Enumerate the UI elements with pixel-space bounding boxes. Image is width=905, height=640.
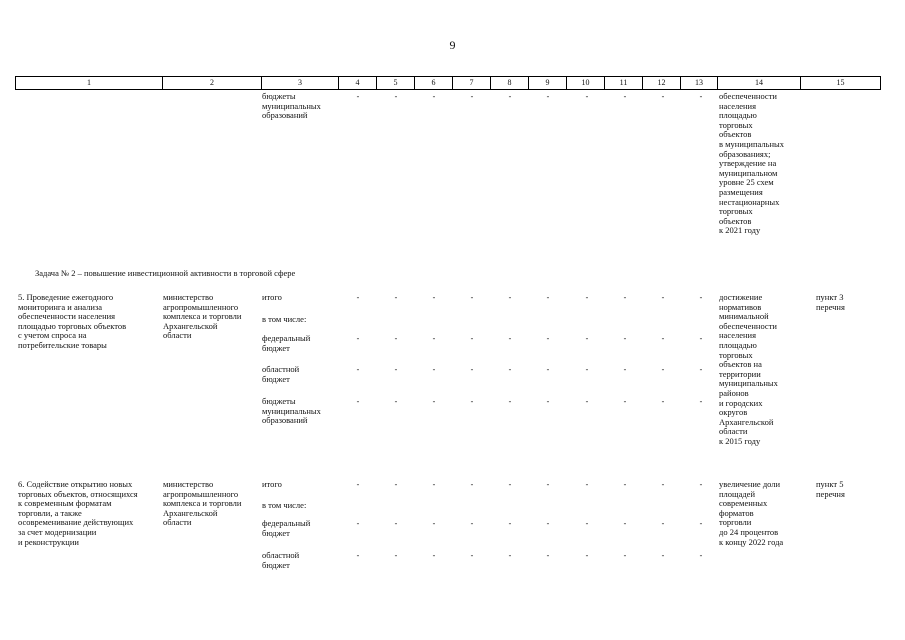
item5-row-municipal: бюджеты муниципальных образований [262,396,321,426]
empty-value-dash: - [470,92,474,101]
empty-value-dash: - [432,480,436,489]
empty-value-dash: - [546,397,550,406]
empty-value-dash: - [356,293,360,302]
empty-value-dash: - [508,519,512,528]
header-col-9: 9 [528,77,566,89]
item5-responsible: министерство агропромышленного комплекса и торговли Архангельской области [163,292,242,341]
empty-value-dash: - [585,397,589,406]
header-col-1: 1 [87,78,91,87]
empty-value-dash: - [661,519,665,528]
empty-value-dash: - [432,293,436,302]
empty-value-dash: - [470,293,474,302]
empty-value-dash: - [432,92,436,101]
empty-value-dash: - [699,551,703,560]
empty-value-dash: - [356,92,360,101]
empty-value-dash: - [699,519,703,528]
empty-value-dash: - [508,293,512,302]
table-header-row [15,76,881,90]
empty-value-dash: - [356,334,360,343]
item6-row-including: в том числе: [262,500,307,510]
header-col-14: 14 [717,77,800,89]
empty-value-dash: - [356,480,360,489]
item5-row-federal: федеральный бюджет [262,333,311,353]
header-col-11: 11 [604,77,642,89]
empty-value-dash: - [432,551,436,560]
item6-row-total: итого [262,479,282,489]
empty-value-dash: - [546,519,550,528]
empty-value-dash: - [356,365,360,374]
empty-value-dash: - [394,293,398,302]
header-col-8: 8 [490,77,528,89]
empty-value-dash: - [661,551,665,560]
empty-value-dash: - [661,480,665,489]
header-col-12: 12 [642,77,680,89]
empty-value-dash: - [623,334,627,343]
empty-value-dash: - [661,334,665,343]
empty-value-dash: - [470,480,474,489]
empty-value-dash: - [623,397,627,406]
empty-value-dash: - [508,365,512,374]
item6-description: 6. Содействие открытию новых торговых объектов, относящихся к современным форматам торговли, а также осовременивание действующих за счет модернизации и реконструкции [18,479,138,547]
empty-value-dash: - [585,92,589,101]
header-col-7: 7 [452,77,490,89]
empty-value-dash: - [470,334,474,343]
item6-result-text: увеличение доли площадей современных форматов торговли до 24 процентов к концу 2022 года [719,479,784,547]
block0-source-label: бюджеты муниципальных образований [262,91,321,121]
empty-value-dash: - [623,480,627,489]
item5-row-regional: областной бюджет [262,364,300,384]
empty-value-dash: - [546,293,550,302]
empty-value-dash: - [470,397,474,406]
empty-value-dash: - [546,92,550,101]
item6-responsible: министерство агропромышленного комплекса и торговли Архангельской области [163,479,242,528]
item6-row-regional: областной бюджет [262,550,300,570]
header-col-13: 13 [680,77,717,89]
empty-value-dash: - [470,551,474,560]
item6-row-federal: федеральный бюджет [262,518,311,538]
empty-value-dash: - [623,551,627,560]
empty-value-dash: - [394,365,398,374]
header-col-15: 15 [800,77,880,89]
empty-value-dash: - [508,551,512,560]
empty-value-dash: - [394,519,398,528]
empty-value-dash: - [623,92,627,101]
empty-value-dash: - [623,293,627,302]
task-heading: Задача № 2 – повышение инвестиционной активности в торговой сфере [35,268,296,278]
empty-value-dash: - [356,397,360,406]
empty-value-dash: - [394,551,398,560]
item5-result-text: достижение нормативов минимальной обеспеченности населения площадью торговых объектов на территории муниципальных районов и городских округов Архангельской области к 2015 году [719,292,778,446]
header-col-6: 6 [414,77,452,89]
empty-value-dash: - [546,480,550,489]
empty-value-dash: - [356,551,360,560]
item5-row-including: в том числе: [262,314,307,324]
empty-value-dash: - [394,92,398,101]
header-col-3: 3 [261,77,338,89]
empty-value-dash: - [585,293,589,302]
empty-value-dash: - [432,334,436,343]
item5-description: 5. Проведение ежегодного мониторинга и анализа обеспеченности населения площадью торговых объектов с учетом спроса на потребительские товары [18,292,127,350]
empty-value-dash: - [623,365,627,374]
empty-value-dash: - [508,397,512,406]
empty-value-dash: - [585,365,589,374]
empty-value-dash: - [661,397,665,406]
empty-value-dash: - [585,519,589,528]
header-col-4: 4 [338,77,376,89]
empty-value-dash: - [661,365,665,374]
empty-value-dash: - [546,334,550,343]
empty-value-dash: - [394,397,398,406]
block0-result-text: обеспеченности населения площадью торговых объектов в муниципальных образованиях; утверждение на муниципальном уровне 25 схем размещения нестационарных торговых объектов к 2021 году [719,91,784,236]
empty-value-dash: - [546,551,550,560]
empty-value-dash: - [508,480,512,489]
empty-value-dash: - [508,92,512,101]
item5-row-total: итого [262,292,282,302]
header-col-2: 2 [162,77,261,89]
header-col-10: 10 [566,77,604,89]
empty-value-dash: - [470,365,474,374]
empty-value-dash: - [546,365,550,374]
empty-value-dash: - [661,293,665,302]
empty-value-dash: - [623,519,627,528]
empty-value-dash: - [699,334,703,343]
empty-value-dash: - [508,334,512,343]
item6-reference: пункт 5 перечня [816,479,845,499]
empty-value-dash: - [432,365,436,374]
header-col-5: 5 [376,77,414,89]
empty-value-dash: - [661,92,665,101]
empty-value-dash: - [356,519,360,528]
empty-value-dash: - [394,480,398,489]
empty-value-dash: - [432,519,436,528]
page-number: 9 [449,38,456,52]
empty-value-dash: - [432,397,436,406]
empty-value-dash: - [699,92,703,101]
empty-value-dash: - [585,480,589,489]
empty-value-dash: - [699,365,703,374]
empty-value-dash: - [699,480,703,489]
item5-reference: пункт 3 перечня [816,292,845,312]
empty-value-dash: - [394,334,398,343]
empty-value-dash: - [585,551,589,560]
empty-value-dash: - [470,519,474,528]
empty-value-dash: - [585,334,589,343]
empty-value-dash: - [699,397,703,406]
empty-value-dash: - [699,293,703,302]
